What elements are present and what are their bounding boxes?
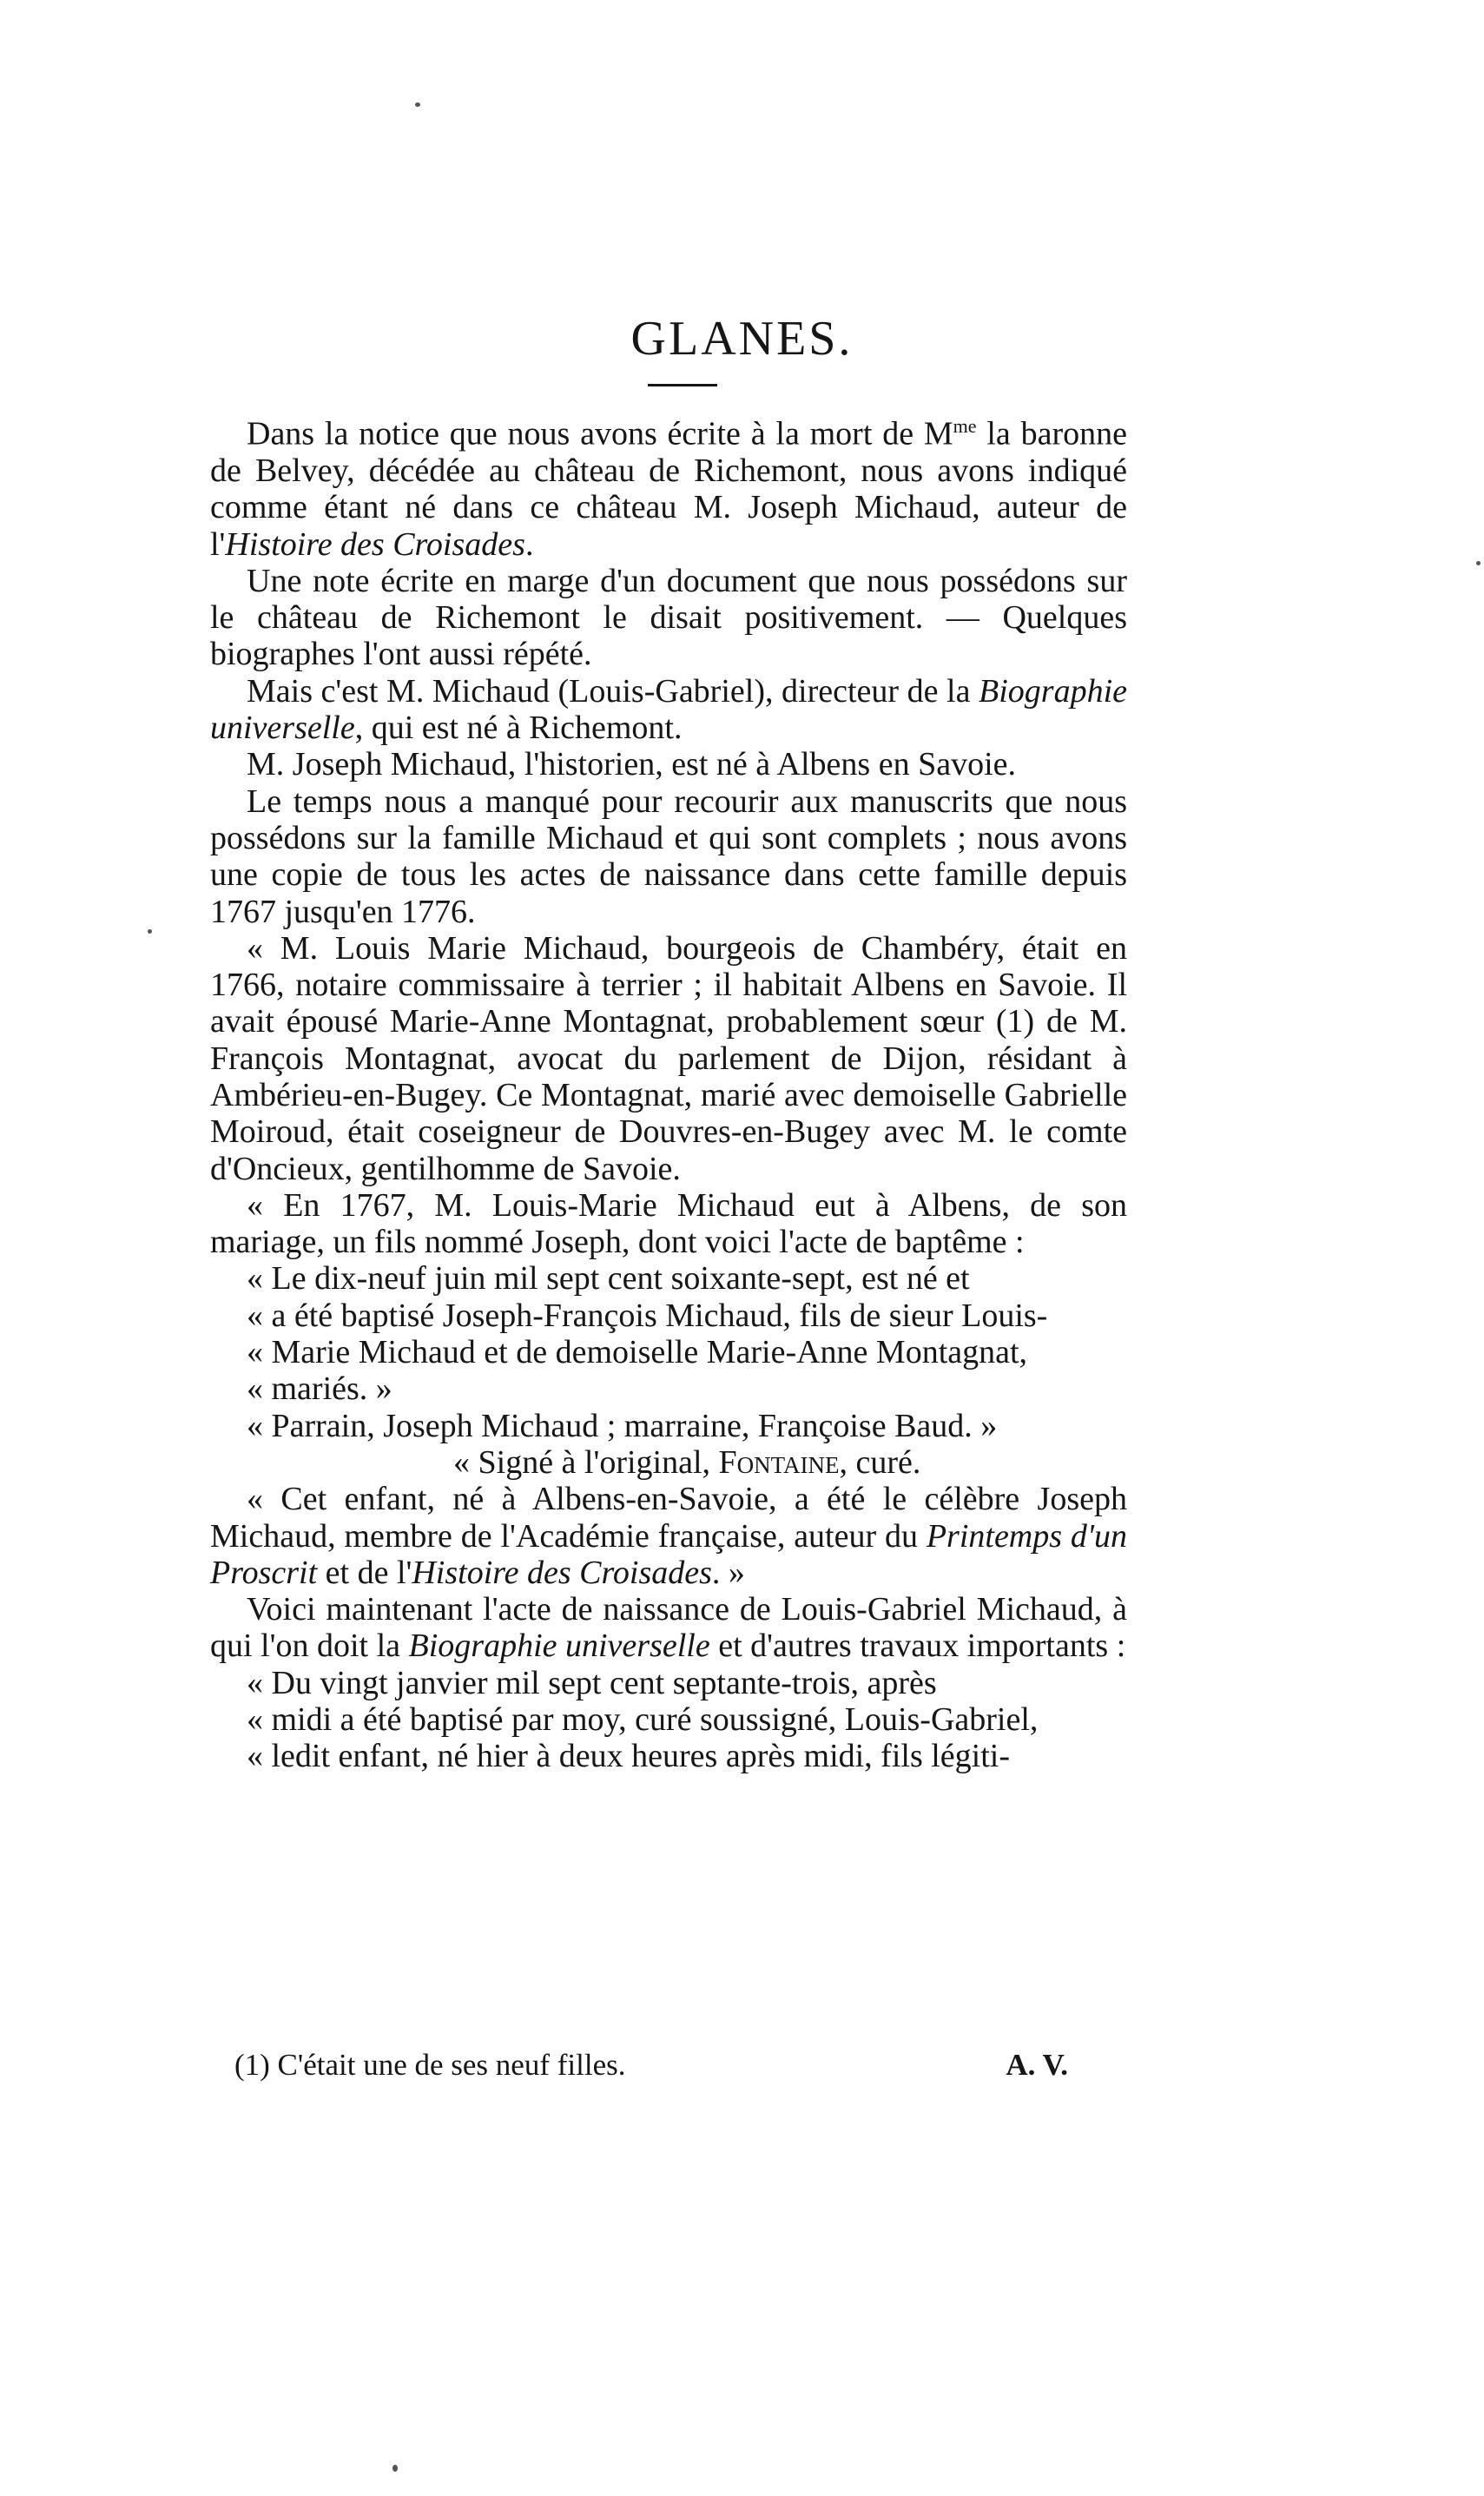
author-signature: A. V. xyxy=(1006,2048,1068,2082)
intro-text-1: Dans la notice que nous avons écrite à la mort de M xyxy=(247,415,953,452)
child-book-title-1: Printemps d'un Proscrit xyxy=(210,1517,1128,1591)
lg-text-2: , qui est né à Richemont. xyxy=(354,710,683,747)
child-text-3: . » xyxy=(711,1554,745,1591)
footnote: (1) C'était une de ses neuf filles. xyxy=(234,2048,626,2082)
paragraph-temps: Le temps nous a manqué pour recourir aux manuscrits que nous possédons sur la famille Michaud et qui sont complets ; nous avons une copie de tous les actes de naissance dans cette famille depuis 1767 jusqu'en 1776. xyxy=(210,782,1127,930)
paragraph-voici xyxy=(210,1591,1127,1665)
paragraph-child xyxy=(210,1481,1127,1591)
signed-title: , curé. xyxy=(839,1443,921,1481)
footnote-row xyxy=(234,2048,1068,2083)
scan-speck xyxy=(148,929,152,934)
child-text-2: et de l' xyxy=(317,1554,412,1591)
act1-line: « a été baptisé Joseph-François Michaud, fils de sieur Louis- xyxy=(247,1297,1048,1334)
scan-speck xyxy=(415,102,420,107)
intro-book-title: Histoire des Croisades xyxy=(225,525,525,563)
signed-name: Fontaine xyxy=(718,1443,840,1481)
scan-speck xyxy=(1476,561,1481,565)
act2-line: « midi a été baptisé par moy, curé soussigné, Louis-Gabriel, xyxy=(247,1701,1039,1739)
baptism-act-1 xyxy=(210,1260,1127,1407)
paragraph-joseph: M. Joseph Michaud, l'historien, est né à Albens en Savoie. xyxy=(247,746,1016,783)
paragraph-1767: « En 1767, M. Louis-Marie Michaud eut à Albens, de son mariage, un fils nommé Joseph, dont voici l'acte de baptême : xyxy=(210,1186,1127,1261)
voici-text-2: et d'autres travaux importants : xyxy=(709,1628,1126,1665)
act2-line: « ledit enfant, né hier à deux heures après midi, fils légiti- xyxy=(247,1738,1010,1775)
intro-text-2: la baronne de Belvey, décédée au château de Richemont, nous avons indiqué comme étant né dans ce château M. Joseph Michaud, auteur de l' xyxy=(210,415,1127,563)
intro-superscript: me xyxy=(953,415,977,437)
voici-book-title: Biographie universelle xyxy=(408,1628,710,1665)
title-rule xyxy=(648,384,717,386)
paragraph-note: Une note écrite en marge d'un document que nous possédons sur le château de Richemont le disait positivement. — Quelques biographes l'ont aussi répété. xyxy=(210,562,1127,673)
page-title: GLANES. xyxy=(630,312,854,366)
intro-text-3: . xyxy=(524,525,534,563)
act1-line: « Marie Michaud et de demoiselle Marie-Anne Montagnat, xyxy=(247,1334,1028,1371)
baptism-act-2 xyxy=(210,1665,1127,1775)
body-text xyxy=(210,408,1127,1775)
paragraph-louis-marie: « M. Louis Marie Michaud, bourgeois de Chambéry, était en 1766, notaire commissaire à terrier ; il habitait Albens en Savoie. Il avait épousé Marie-Anne Montagnat, probablement sœur (1) de M. François Montagnat, avocat du parlement de Dijon, résidant à Ambérieu-en-Bugey. Ce Montagnat, marié avec demoiselle Gabrielle Moiroud, était coseigneur de Douvres-en-Bugey avec M. le comte d'Oncieux, gentilhomme de Savoie. xyxy=(210,929,1127,1187)
act1-line: « mariés. » xyxy=(247,1370,392,1408)
lg-book-title: Biographie universelle xyxy=(210,672,1127,747)
act2-line: « Du vingt janvier mil sept cent septante-trois, après xyxy=(247,1664,937,1701)
scan-speck xyxy=(392,2465,398,2472)
child-text-1: « Cet enfant, né à Albens-en-Savoie, a été le célèbre Joseph Michaud, membre de l'Académie française, auteur du xyxy=(210,1481,1127,1555)
lg-text-1: Mais c'est M. Michaud (Louis-Gabriel), directeur de la xyxy=(247,672,979,710)
voici-text-1: Voici maintenant l'acte de naissance de Louis-Gabriel Michaud, à qui l'on doit la xyxy=(210,1591,1127,1665)
act1-line: « Le dix-neuf juin mil sept cent soixante-sept, est né et xyxy=(247,1260,970,1298)
signed-text: « Signé à l'original, xyxy=(453,1443,719,1481)
signed-line xyxy=(210,1444,1127,1481)
paragraph-intro xyxy=(210,408,1127,563)
paragraph-godparents: « Parrain, Joseph Michaud ; marraine, Françoise Baud. » xyxy=(247,1407,998,1444)
paragraph-louis-gabriel xyxy=(210,673,1127,747)
child-book-title-2: Histoire des Croisades xyxy=(412,1554,712,1591)
